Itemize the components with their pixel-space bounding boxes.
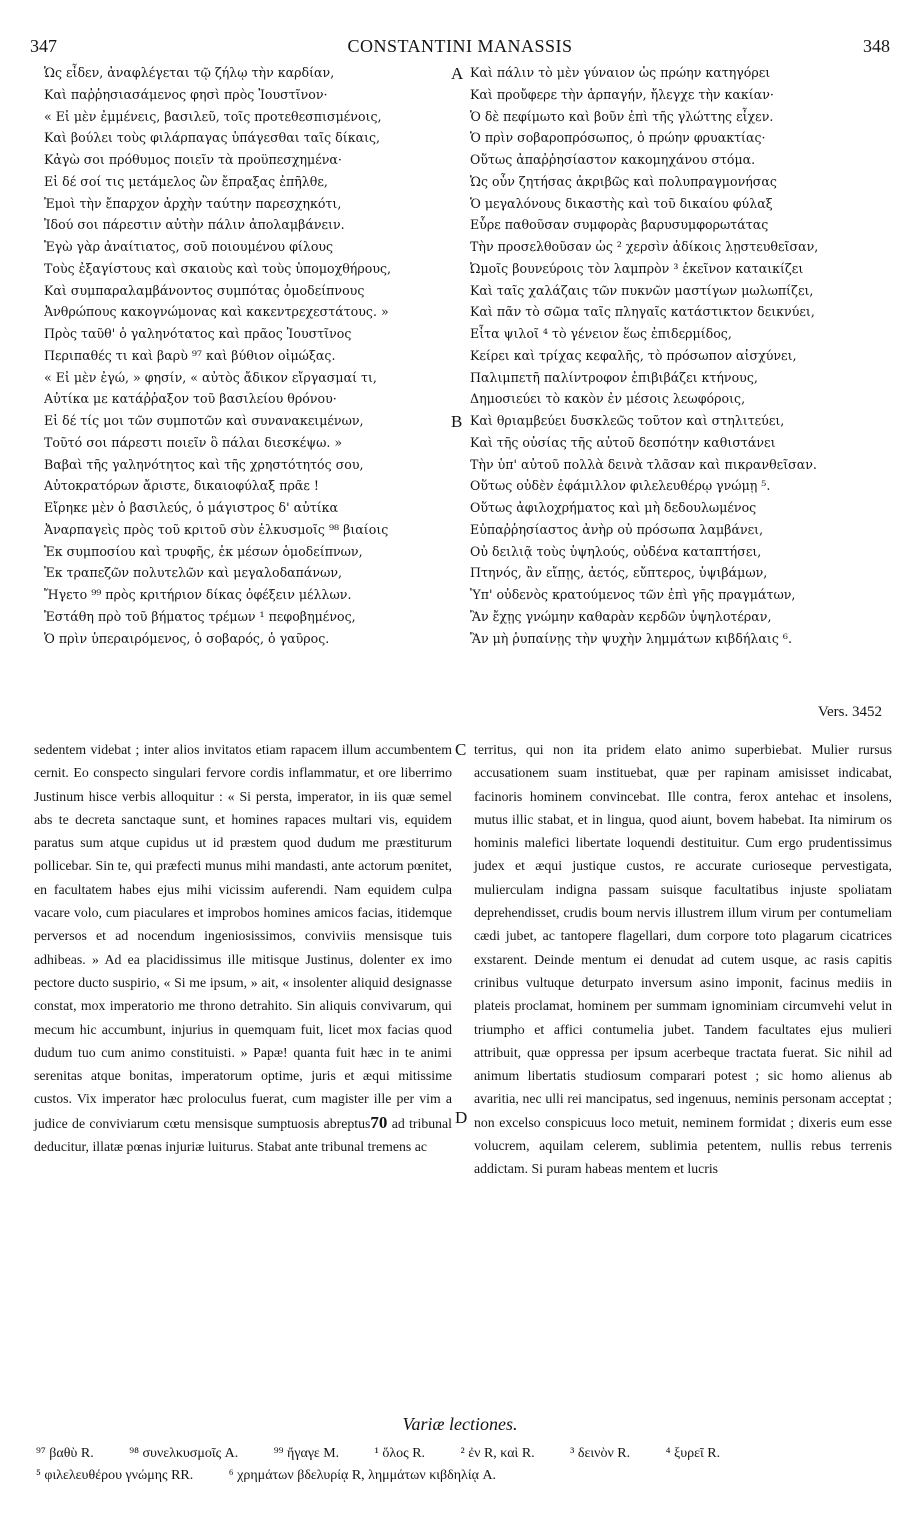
verse-line: Ὠμοῖς βουνεύροις τὸν λαμπρὸν ³ ἐκεῖνον καταικίζει <box>470 260 804 276</box>
verse-line: Ἐστάθη πρὸ τοῦ βήματος τρέμων ¹ πεφοβημένος, <box>44 608 356 624</box>
verse-line: Τοῦτό σοι πάρεστι ποιεῖν ὃ πάλαι διεσκέψω. » <box>44 434 343 450</box>
verse-line: Αὐτοκρατόρων ἄριστε, δικαιοφύλαξ πρᾶε ! <box>44 478 319 494</box>
variant-reading: ⁹⁷ βαθὺ R. <box>36 1446 94 1461</box>
verse-line: Καὶ συμπαραλαμβάνοντος συμπότας ὁμοδείπνους <box>44 282 365 298</box>
verse-line: Τὴν προσελθοῦσαν ὡς ² χερσὶν ἀδίκοις λῃστευθεῖσαν, <box>470 239 819 254</box>
verse-line: Οὕτως ἀφιλοχρήματος καὶ μὴ δεδουλωμένος <box>470 500 757 515</box>
verse-line: Καὶ πάλιν τὸ μὲν γύναιον ὡς πρώην κατηγόρει <box>470 65 771 80</box>
verse-line: « Εἰ μὲν ἐμμένεις, βασιλεῦ, τοῖς προτεθεσπισμένοις, <box>44 108 382 124</box>
variae-lectiones-title: Variæ lectiones. <box>402 1414 518 1434</box>
running-title: CONSTANTINI MANASSIS <box>347 36 573 56</box>
verse-line: Ὁ πρὶν σοβαροπρόσωπος, ὁ πρώην φρυακτίας· <box>470 130 766 146</box>
verse-line: Περιπαθές τι καὶ βαρὺ ⁹⁷ καὶ βύθιον οἰμώξας. <box>44 347 336 363</box>
variant-readings-row-2 <box>36 1468 890 1484</box>
verse-line: Εἰ δέ σοί τις μετάμελος ὢν ἔπραξας ἐπῆλθε, <box>44 173 328 189</box>
verse-line: Ἐκ τραπεζῶν πολυτελῶν καὶ μεγαλοδαπάνων, <box>44 565 343 581</box>
section-marker-b: B <box>451 412 463 431</box>
latin-text-right: territus, qui non ita pridem elato animo superbiebat. Mulier rursus accusationem suam instituebat, quæ per rapinam amisisset indicabat, facinoris hominem convincebat. Ille contra, ferox antehac et insolens, mutus illic stabat, et in lingua, quod aiunt, bovem habebat. Ita nimirum os hominis malefici libertate loquendi destituitur. Cum ergo prudentissimus judex et æqui justique custos, re accurate curioseque pervestigata, mulierculam indigna passam suisque facultatibus injuste spoliatam deprehendisset, crudis boum nervis illustrem illum virum per contumeliam cædi jubet, ac tantopere flagellari, dum corpore toto plagarum cicatrices exstarent. Deinde mentum ei denudat ad cutem usque, ac rasis capitis crinibus vultuque deturpato inversum asino imponit, facinus mediis in plateis proclamat, hominem per summam ignominiam circumvehi velut in triumpho et affici contumelia jubet. Tandem facultates ejus mulieri attribuit, quæ oppressa per ipsum acerbeque tractata fuerat. Sic nihil ad animum libertatis studiosum comparari potest ; sic homo alienus ab avaritia, nec ulli rei mancipatus, sed ingenuus, neminis personam acceptat ; non excelso conspicuus loco metuit, neminem formidat ; dixeris eum esse volucrem, aquilam celerem, sublimia petentem, nullis rebus terrenis addictam. Si puram habeas mentem et lucris <box>474 742 892 1177</box>
greek-verse-column-right <box>470 62 898 649</box>
verse-line: Βαβαὶ τῆς γαληνότητος καὶ τῆς χρηστότητός σου, <box>44 456 364 472</box>
variant-reading: ⁶ χρημάτων βδελυρίᾳ R, λημμάτων κιβδηλίᾳ A. <box>228 1468 497 1483</box>
variant-reading: ⁴ ξυρεῖ R. <box>665 1446 721 1461</box>
verse-line: Πρὸς ταῦθ' ὁ γαληνότατος καὶ πρᾶος Ἰουστῖνος <box>44 326 352 341</box>
verse-line: Οὕτως οὐδὲν ἐφάμιλλον φιλελευθέρῳ γνώμῃ ⁵. <box>470 478 771 494</box>
verse-line: Ὑπ' οὐδενὸς κρατούμενος τῶν ἐπὶ γῆς πραγμάτων, <box>470 587 796 602</box>
page-number-left: 347 <box>30 36 57 56</box>
verse-line: Εὗρε παθοῦσαν συμφορὰς βαρυσυμφορωτάτας <box>470 217 769 233</box>
verse-number: Vers. 3452 <box>817 704 882 720</box>
verse-line: Οὐ δειλιᾷ τοὺς ὑψηλούς, οὐδένα καταπτήσει, <box>470 543 762 559</box>
verse-line: Κἀγὼ σοι πρόθυμος ποιεῖν τὰ προϋπεσχημένα· <box>44 152 342 167</box>
variant-reading: ¹ ὅλος R. <box>374 1446 426 1461</box>
verse-line: Καὶ πᾶν τὸ σῶμα ταῖς πληγαῖς κατάστικτον δεικνύει, <box>470 304 815 320</box>
verse-line: Εἶτα ψιλοῖ ⁴ τὸ γένειον ἕως ἐπιδερμίδος, <box>470 326 732 341</box>
variant-reading: ⁹⁹ ἤγαγε M. <box>273 1446 340 1461</box>
verse-line: Ἰδού σοι πάρεστιν αὐτὴν πάλιν ἀπολαμβάνειν. <box>44 217 345 233</box>
verse-line: Ἂν μὴ ῥυπαίνῃς τὴν ψυχὴν λημμάτων κιβδήλαις ⁶. <box>470 630 792 646</box>
verse-line: Καὶ τῆς οὐσίας τῆς αὐτοῦ δεσπότην καθιστάνει <box>470 434 776 450</box>
latin-text-left: sedentem videbat ; inter alios invitatos etiam rapacem illum accumbentem cernit. Eo conspecto singulari fervore cordis inflammatur, et ore liberrimo Justinum hisce verbis alloquitur : « Si persta, imperator, in iis quæ semel abs te decreta sanctaque sunt, et homines rapaces multari vis, equidem paratus sum atque cupidus ut id præstem quod dudum me præstiturum pollicebar. Sin te, qui præfecti munus mihi mandasti, ante actorum pœnitet, en facultatem habes ejus mihi vicissim auferendi. Nam equidem culpa vacare volo, cum piaculares et improbos homines amicos facias, itidemque perversos et ad nocendum ingeniosissimos, conviviis mensisque tuis adhibeas. » Ad ea placidissimus ille mitisque Justinus, dolenter ex imo pectore ducto suspirio, « Si me ipsum, » ait, « insolenter aliquid designasse constat, mox imperatorio me throno detrahito. Sin aliquis convivarum, qui mecum hic accumbunt, injurius in quemquam fuit, licet mox facias quod dudum tuo cum animo constituisti. » Papæ! quanta fuit hæc in te animi serenitas atque bonitas, imperatorum optime, juris et æqui mitissime custos. Vix imperator hæc proloculus fuerat, cum magister ille per vim a judice de conviviarum cœtu mensisque sumptuosis abreptus <box>34 742 452 1131</box>
verse-line: Καὶ προὔφερε τὴν ἁρπαγήν, ἤλεγχε τὴν κακίαν· <box>470 86 774 102</box>
verse-line: « Εἰ μὲν ἐγώ, » φησίν, « αὐτὸς ἄδικον εἴργασμαί τι, <box>44 369 377 385</box>
verse-line: Καὶ παῤῥησιασάμενος φησὶ πρὸς Ἰουστῖνον· <box>44 86 328 102</box>
variant-readings-row-1 <box>36 1446 890 1462</box>
verse-line: Ἐγὼ γὰρ ἀναίτιατος, σοῦ ποιουμένου φίλους <box>44 239 334 254</box>
section-marker-a: A <box>451 64 464 83</box>
verse-line: Ὁ δὲ πεφίμωτο καὶ βοῦν ἐπὶ τῆς γλώττης εἶχεν. <box>470 108 774 124</box>
section-marker-c: C <box>455 740 467 759</box>
page-header <box>30 36 890 60</box>
verse-line: Ἂν ἔχῃς γνώμην καθαρὰν κερδῶν ὑψηλοτέραν, <box>470 608 772 624</box>
latin-translation-column-right <box>474 738 892 1181</box>
verse-line: Ὁ πρὶν ὑπεραιρόμενος, ὁ σοβαρός, ὁ γαῦρος. <box>44 630 330 646</box>
verse-line: Δημοσιεύει τὸ κακὸν ἐν μέσοις λεωφόροις, <box>470 391 746 407</box>
latin-translation-column-left <box>34 738 452 1158</box>
verse-line: Παλιμπετῆ παλίντροφον ἐπιβιβάζει κτήνους, <box>470 369 758 385</box>
latin-text-left-end: ad tribunal deducitur, illatæ pœnas injuriæ luiturus. Stabat ante tribunal tremens ac <box>34 1115 452 1155</box>
verse-line: Ὡς οὖν ζητήσας ἀκριβῶς καὶ πολυπραγμονήσας <box>470 173 777 189</box>
verse-line: Καὶ ταῖς χαλάζαις τῶν πυκνῶν μαστίγων μωλωπίζει, <box>470 282 814 298</box>
verse-line: Ὁ μεγαλόνους δικαστὴς καὶ τοῦ δικαίου φύλαξ <box>470 195 773 211</box>
variant-reading: ³ δεινὸν R. <box>570 1446 631 1461</box>
section-marker-d: D <box>455 1108 468 1127</box>
variant-reading: ² ἐν R, καὶ R. <box>460 1446 535 1461</box>
verse-line: Οὕτως ἀπαῤῥησίαστον κακομηχάνου στόμα. <box>470 152 756 167</box>
verse-line: Εἰ δέ τίς μοι τῶν συμποτῶν καὶ συνανακειμένων, <box>44 413 364 428</box>
verse-line: Εὐπαῤῥησίαστος ἀνὴρ οὐ πρόσωπα λαμβάνει, <box>470 521 764 537</box>
verse-line: Καὶ θριαμβεύει δυσκλεῶς τοῦτον καὶ στηλιτεύει, <box>470 413 785 428</box>
column-number: 70 <box>370 1112 388 1132</box>
verse-line: Τὴν ὑπ' αὐτοῦ πολλὰ δεινὰ τλᾶσαν καὶ πικρανθεῖσαν. <box>470 456 817 472</box>
variant-reading: ⁹⁸ συνελκυσμοῖς A. <box>129 1446 239 1461</box>
verse-line: Πτηνός, ἂν εἴπῃς, ἀετός, εὔπτερος, ὑψιβάμων, <box>470 565 768 581</box>
verse-line: Αὐτίκα με κατάῤῥαξον τοῦ βασιλείου θρόνου· <box>44 391 337 407</box>
page-number-right: 348 <box>863 36 890 56</box>
verse-line: Ἀναρπαγεὶς πρὸς τοῦ κριτοῦ σὺν ἑλκυσμοῖς ⁹⁸ βιαίοις <box>44 521 389 537</box>
verse-line: Ἤγετο ⁹⁹ πρὸς κριτήριον δίκας ὀφέξειν μέλλων. <box>44 587 352 602</box>
verse-line: Εἴρηκε μὲν ὁ βασιλεύς, ὁ μάγιστρος δ' αὐτίκα <box>44 500 339 515</box>
variant-reading: ⁵ φιλελευθέρου γνώμης RR. <box>36 1468 194 1483</box>
verse-line: Κείρει καὶ τρίχας κεφαλῆς, τὸ πρόσωπον αἰσχύνει, <box>470 347 797 363</box>
verse-line: Τοὺς ἐξαγίστους καὶ σκαιοὺς καὶ τοὺς ὑπομοχθήρους, <box>44 260 392 276</box>
verse-line: Ὡς εἶδεν, ἀναφλέγεται τῷ ζήλῳ τὴν καρδίαν, <box>44 65 335 80</box>
verse-line: Ἀνθρώπους κακογνώμονας καὶ κακεντρεχεστάτους. » <box>44 304 389 320</box>
verse-line: Καὶ βούλει τοὺς φιλάρπαγας ὑπάγεσθαι ταῖς δίκαις, <box>44 130 381 146</box>
verse-line: Ἐκ συμποσίου καὶ τρυφῆς, ἐκ μέσων ὁμοδείπνων, <box>44 543 363 559</box>
greek-verse-column-left <box>44 62 472 649</box>
verse-line: Ἐμοὶ τὴν ἔπαρχον ἀρχὴν ταύτην παρεσχηκότι, <box>44 195 342 211</box>
